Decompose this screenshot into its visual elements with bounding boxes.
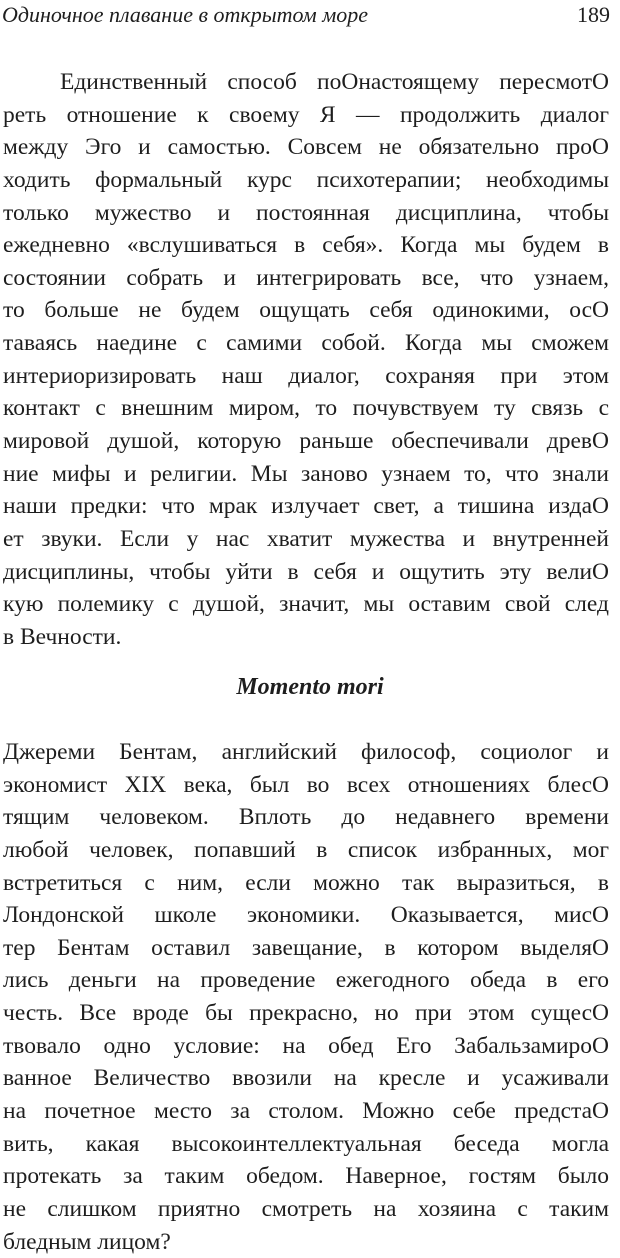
text-line: ходить формальный курс психотерапии; необходимы xyxy=(3,166,609,193)
text-line: лись деньги на проведение ежегодного обеда в его xyxy=(3,967,609,994)
text-line: любой человек, попавший в список избранных, мог xyxy=(3,836,609,863)
text-line: встретиться с ним, если можно так выразиться, в xyxy=(3,869,609,896)
text-line: состоянии собрать и интегрировать все, что узнаем, xyxy=(3,264,609,291)
text-line: то больше не будем ощущать себя одинокими, осО xyxy=(3,297,609,324)
text-line: ежедневно «вслушиваться в себя». Когда мы будем в xyxy=(3,232,609,259)
text-line: ние мифы и религии. Мы заново узнаем то, что знали xyxy=(3,460,609,487)
page-number: 189 xyxy=(577,2,610,27)
section-title: Momento mori xyxy=(236,674,384,700)
text-line: кую полемику с душой, значит, мы оставим свой след xyxy=(3,591,609,618)
text-line: интериоризировать наш диалог, сохраняя при этом xyxy=(3,362,609,389)
text-line: дисциплины, чтобы уйти в себя и ощутить эту велиО xyxy=(3,558,609,585)
text-line: Единственный способ поОнастоящему пересмотО xyxy=(60,69,609,95)
text-line: тер Бентам оставил завещание, в котором выделяО xyxy=(3,934,609,961)
body-paragraph-2 xyxy=(3,736,609,1258)
text-line: протекать за таким обедом. Наверное, гостям было xyxy=(3,1163,609,1190)
text-line: между Эго и самостью. Совсем не обязательно проО xyxy=(3,134,609,161)
text-line: в Вечности. xyxy=(3,623,122,650)
text-line: наши предки: что мрак излучает свет, а тишина издаО xyxy=(3,493,609,520)
text-line: ет звуки. Если у нас хватит мужества и внутренней xyxy=(3,525,609,552)
body-paragraph-1 xyxy=(3,66,609,654)
text-line: тящим человеком. Вплоть до недавнего времени xyxy=(3,804,609,831)
running-title: Одиночное плавание в открытом море xyxy=(2,2,368,27)
text-line: Джереми Бентам, английский философ, социолог и xyxy=(3,739,609,765)
text-line: честь. Все вроде бы прекрасно, но при этом сущесО xyxy=(3,1000,609,1027)
text-line: реть отношение к своему Я — продолжить диалог xyxy=(3,101,609,128)
text-line: экономист XIX века, был во всех отношениях блесО xyxy=(3,771,609,798)
text-line: на почетное место за столом. Можно себе предстаО xyxy=(3,1098,609,1125)
page-header xyxy=(2,0,610,30)
text-line: таваясь наедине с самими собой. Когда мы сможем xyxy=(3,330,609,357)
text-line: вить, какая высокоинтеллектуальная беседа могла xyxy=(3,1130,609,1157)
text-line: бледным лицом? xyxy=(3,1228,171,1255)
text-line: только мужество и постоянная дисциплина, чтобы xyxy=(3,199,609,226)
text-line: ванное Величество ввозили на кресле и усаживали xyxy=(3,1065,609,1092)
text-line: Лондонской школе экономики. Оказывается, мисО xyxy=(3,902,609,929)
text-line: контакт с внешним миром, то почувствуем ту связь с xyxy=(3,395,609,422)
text-line: твовало одно условие: на обед Его ЗабальзамироО xyxy=(3,1032,609,1059)
text-line: не слишком приятно смотреть на хозяина с таким xyxy=(3,1195,609,1222)
text-line: мировой душой, которую раньше обеспечивали древО xyxy=(3,428,609,455)
